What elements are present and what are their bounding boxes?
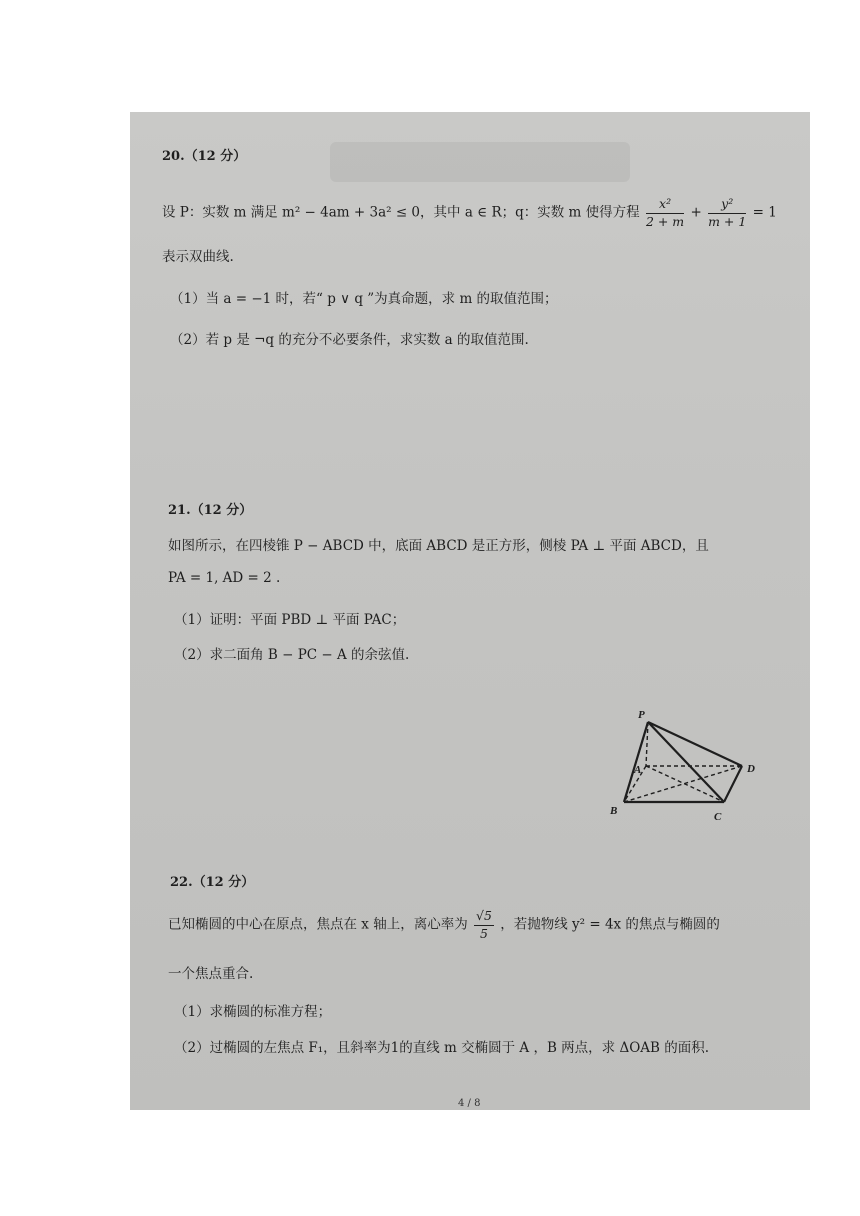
q20-fraction-y xyxy=(708,198,746,228)
q20-statement-part1: 设 P：实数 m 满足 m² − 4am + 3a² ≤ 0，其中 a ∈ R；q：实数 m 使得方程 xyxy=(162,204,640,221)
exam-page xyxy=(130,112,810,1110)
vertex-label-B: B xyxy=(610,805,618,817)
vertex-label-P: P xyxy=(638,709,645,721)
q20-equation-rhs: = 1 xyxy=(752,204,777,221)
q20-fraction-x xyxy=(646,198,684,228)
pyramid-figure xyxy=(600,702,770,832)
q20-frac2-denominator: m + 1 xyxy=(708,213,747,229)
q20-subquestion-2: （2）若 p 是 ¬q 的充分不必要条件，求实数 a 的取值范围. xyxy=(170,332,529,348)
q21-statement-line1: 如图所示，在四棱锥 P − ABCD 中，底面 ABCD 是正方形，侧棱 PA ⊥ 平面 ABCD，且 xyxy=(168,538,709,554)
q22-ecc-numerator: √5 xyxy=(474,910,494,926)
edge-PD xyxy=(648,722,742,766)
q22-statement-line2: 一个焦点重合. xyxy=(168,966,254,982)
q20-header: 20.（12 分） xyxy=(162,149,247,164)
q22-statement-line1 xyxy=(168,910,720,940)
q20-plus-sign: + xyxy=(690,204,702,221)
bleed-through-shadow xyxy=(330,142,630,182)
q20-frac1-denominator: 2 + m xyxy=(645,213,685,229)
vertex-label-D: D xyxy=(747,763,755,775)
q21-header: 21.（12 分） xyxy=(168,503,253,518)
edge-PC xyxy=(648,722,724,802)
q20-frac1-numerator: x² xyxy=(646,198,684,214)
q22-ecc-denominator: 5 xyxy=(479,925,488,941)
q22-header: 22.（12 分） xyxy=(170,875,255,890)
vertex-label-A: A xyxy=(634,764,642,776)
q21-statement-line2: PA = 1, AD = 2 . xyxy=(168,570,281,586)
q20-frac2-numerator: y² xyxy=(708,198,746,214)
q21-subquestion-2: （2）求二面角 B − PC − A 的余弦值. xyxy=(174,647,410,663)
q22-subquestion-2: （2）过椭圆的左焦点 F₁，且斜率为1的直线 m 交椭圆于 A ，B 两点，求 ΔOAB 的面积. xyxy=(174,1040,710,1056)
edge-CD xyxy=(724,766,742,802)
diagonal-BD-hidden xyxy=(624,766,742,802)
page-number: 4 / 8 xyxy=(458,1098,481,1109)
edge-PB xyxy=(624,722,648,802)
q21-subquestion-1: （1）证明：平面 PBD ⊥ 平面 PAC； xyxy=(174,612,406,628)
q22-eccentricity-fraction xyxy=(474,910,494,940)
q22-statement-part1: 已知椭圆的中心在原点，焦点在 x 轴上，离心率为 xyxy=(168,916,468,933)
q22-statement-part2: ，若抛物线 y² = 4x 的焦点与椭圆的 xyxy=(500,916,720,933)
q22-subquestion-1: （1）求椭圆的标准方程； xyxy=(174,1004,332,1020)
vertex-label-C: C xyxy=(714,811,722,823)
q20-statement-line2: 表示双曲线. xyxy=(162,249,234,265)
q20-statement-line1 xyxy=(162,198,777,228)
q20-subquestion-1: （1）当 a = −1 时，若“ p ∨ q ”为真命题，求 m 的取值范围； xyxy=(170,291,558,307)
